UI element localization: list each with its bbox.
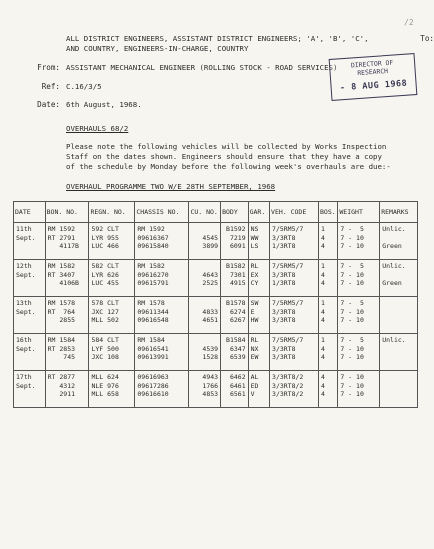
col-header-veh-code: VEH. CODE — [270, 202, 319, 223]
cell-bon: RT 2877 4312 2911 — [45, 371, 89, 408]
cell-chassis: RM 1582 09616270 09615791 — [135, 260, 189, 297]
cell-regn: 582 CLT LYR 626 LUC 455 — [89, 260, 135, 297]
body-line-2: Staff on the dates shown. Engineers should ensure that they have a copy — [66, 152, 382, 161]
cell-cu: 4545 3899 — [189, 223, 221, 260]
col-header-chassis-no: CHASSIS NO. — [135, 202, 189, 223]
cell-veh-code: 7/5RM5/7 3/3RT8 1/3RT8 — [270, 223, 319, 260]
cell-weight: 7 - 10 7 - 10 7 - 10 — [338, 371, 380, 408]
body-line-3: of the schedule by Monday before the following week's overhauls are due:- — [66, 162, 391, 171]
cell-chassis: RM 1584 09616541 09613991 — [135, 334, 189, 371]
cell-bos: 1 4 4 — [319, 334, 338, 371]
table-row — [14, 260, 418, 297]
table-header-row — [14, 202, 418, 223]
cell-gar: NS WW LS — [248, 223, 269, 260]
cell-regn: 584 CLT LYF 500 JXC 108 — [89, 334, 135, 371]
cell-remarks — [380, 371, 418, 408]
table-row — [14, 334, 418, 371]
col-header-body: BODY — [221, 202, 249, 223]
cell-weight: 7 - 5 7 - 10 7 - 10 — [338, 334, 380, 371]
cell-bon: RM 1578 RT 764 2855 — [45, 297, 89, 334]
cell-veh-code: 7/5RM5/7 3/3RT8 1/3RT8 — [270, 260, 319, 297]
date-value: 6th August, 1968. — [66, 100, 142, 109]
cell-date: 17th Sept. — [14, 371, 46, 408]
cell-bon: RM 1582 RT 3407 4106B — [45, 260, 89, 297]
cell-gar: RL NX EW — [248, 334, 269, 371]
cell-date: 11th Sept. — [14, 223, 46, 260]
cell-cu: 4833 4651 — [189, 297, 221, 334]
cell-date: 16th Sept. — [14, 334, 46, 371]
cell-regn: 578 CLT JXC 127 MLL 502 — [89, 297, 135, 334]
corner-page-mark: /2 — [404, 18, 414, 27]
cell-body: 6462 6461 6561 — [221, 371, 249, 408]
cell-chassis: RM 1592 09616367 09615840 — [135, 223, 189, 260]
col-header-bon-no: BON. NO. — [45, 202, 89, 223]
cell-chassis: RM 1578 09611344 09616548 — [135, 297, 189, 334]
date-label: Date: — [37, 100, 60, 109]
col-header-cu-no: CU. NO. — [189, 202, 221, 223]
cell-cu: 4943 1766 4853 — [189, 371, 221, 408]
table-row — [14, 371, 418, 408]
cell-body: B1578 6274 6267 — [221, 297, 249, 334]
cell-bos: 1 4 4 — [319, 223, 338, 260]
col-header-gar: GAR. — [248, 202, 269, 223]
to-label: To: — [420, 34, 434, 43]
stamp-line-2: RESEARCH — [357, 66, 389, 78]
from-value: ASSISTANT MECHANICAL ENGINEER (ROLLING STOCK - ROAD SERVICES) — [66, 63, 338, 72]
subject-heading: OVERHAULS 68/2 — [66, 124, 129, 133]
cell-bon: RM 1592 RT 2791 4117B — [45, 223, 89, 260]
stamp-line-1: DIRECTOR OF — [350, 58, 394, 70]
cell-date: 12th Sept. — [14, 260, 46, 297]
col-header-date: DATE — [14, 202, 46, 223]
cell-bon: RM 1584 RT 2853 745 — [45, 334, 89, 371]
body-line-1: Please note the following vehicles will be collected by Works Inspection — [66, 142, 387, 151]
cell-remarks — [380, 297, 418, 334]
ref-value: C.16/3/5 — [66, 82, 102, 91]
cell-body: B1592 7219 6091 — [221, 223, 249, 260]
cell-bos: 1 4 4 — [319, 297, 338, 334]
cell-gar: SW E HW — [248, 297, 269, 334]
col-header-bos: BOS. — [319, 202, 338, 223]
cell-remarks: Unlic. Green — [380, 223, 418, 260]
col-header-remarks: REMARKS — [380, 202, 418, 223]
cell-veh-code: 3/3RT8/2 3/3RT8/2 3/3RT8/2 — [270, 371, 319, 408]
cell-gar: RL EX CY — [248, 260, 269, 297]
cell-chassis: 09616963 09617286 09616610 — [135, 371, 189, 408]
cell-body: B1584 6347 6539 — [221, 334, 249, 371]
cell-cu: 4643 2525 — [189, 260, 221, 297]
stamp-date: - 8 AUG 1968 — [339, 78, 408, 94]
to-line-2: AND COUNTRY, ENGINEERS-IN-CHARGE, COUNTRY — [66, 44, 249, 53]
overhaul-schedule-table — [13, 201, 418, 408]
cell-weight: 7 - 5 7 - 10 7 - 10 — [338, 223, 380, 260]
cell-regn: MLL 624 NLE 976 MLL 658 — [89, 371, 135, 408]
to-line-1: ALL DISTRICT ENGINEERS, ASSISTANT DISTRICT ENGINEERS; 'A', 'B', 'C', — [66, 34, 369, 43]
cell-veh-code: 7/5RM5/7 3/3RT8 3/3RT8 — [270, 334, 319, 371]
table-row — [14, 297, 418, 334]
cell-bos: 1 4 4 — [319, 260, 338, 297]
cell-weight: 7 - 5 7 - 10 7 - 10 — [338, 260, 380, 297]
cell-remarks: Unlic. Green — [380, 260, 418, 297]
cell-bos: 4 4 4 — [319, 371, 338, 408]
programme-heading: OVERHAUL PROGRAMME TWO W/E 28TH SEPTEMBER, 1968 — [66, 182, 276, 191]
cell-weight: 7 - 5 7 - 10 7 - 10 — [338, 297, 380, 334]
cell-veh-code: 7/5RM5/7 3/3RT8 3/3RT8 — [270, 297, 319, 334]
from-label: From: — [37, 63, 60, 72]
cell-regn: 592 CLT LYR 955 LUC 466 — [89, 223, 135, 260]
cell-cu: 4539 1528 — [189, 334, 221, 371]
received-stamp — [329, 53, 418, 101]
ref-label: Ref: — [41, 82, 60, 91]
table-row — [14, 223, 418, 260]
cell-body: B1582 7301 4915 — [221, 260, 249, 297]
cell-remarks: Unlic. — [380, 334, 418, 371]
col-header-regn-no: REGN. NO. — [89, 202, 135, 223]
cell-date: 13th Sept. — [14, 297, 46, 334]
cell-gar: AL ED V — [248, 371, 269, 408]
col-header-weight: WEIGHT — [338, 202, 380, 223]
